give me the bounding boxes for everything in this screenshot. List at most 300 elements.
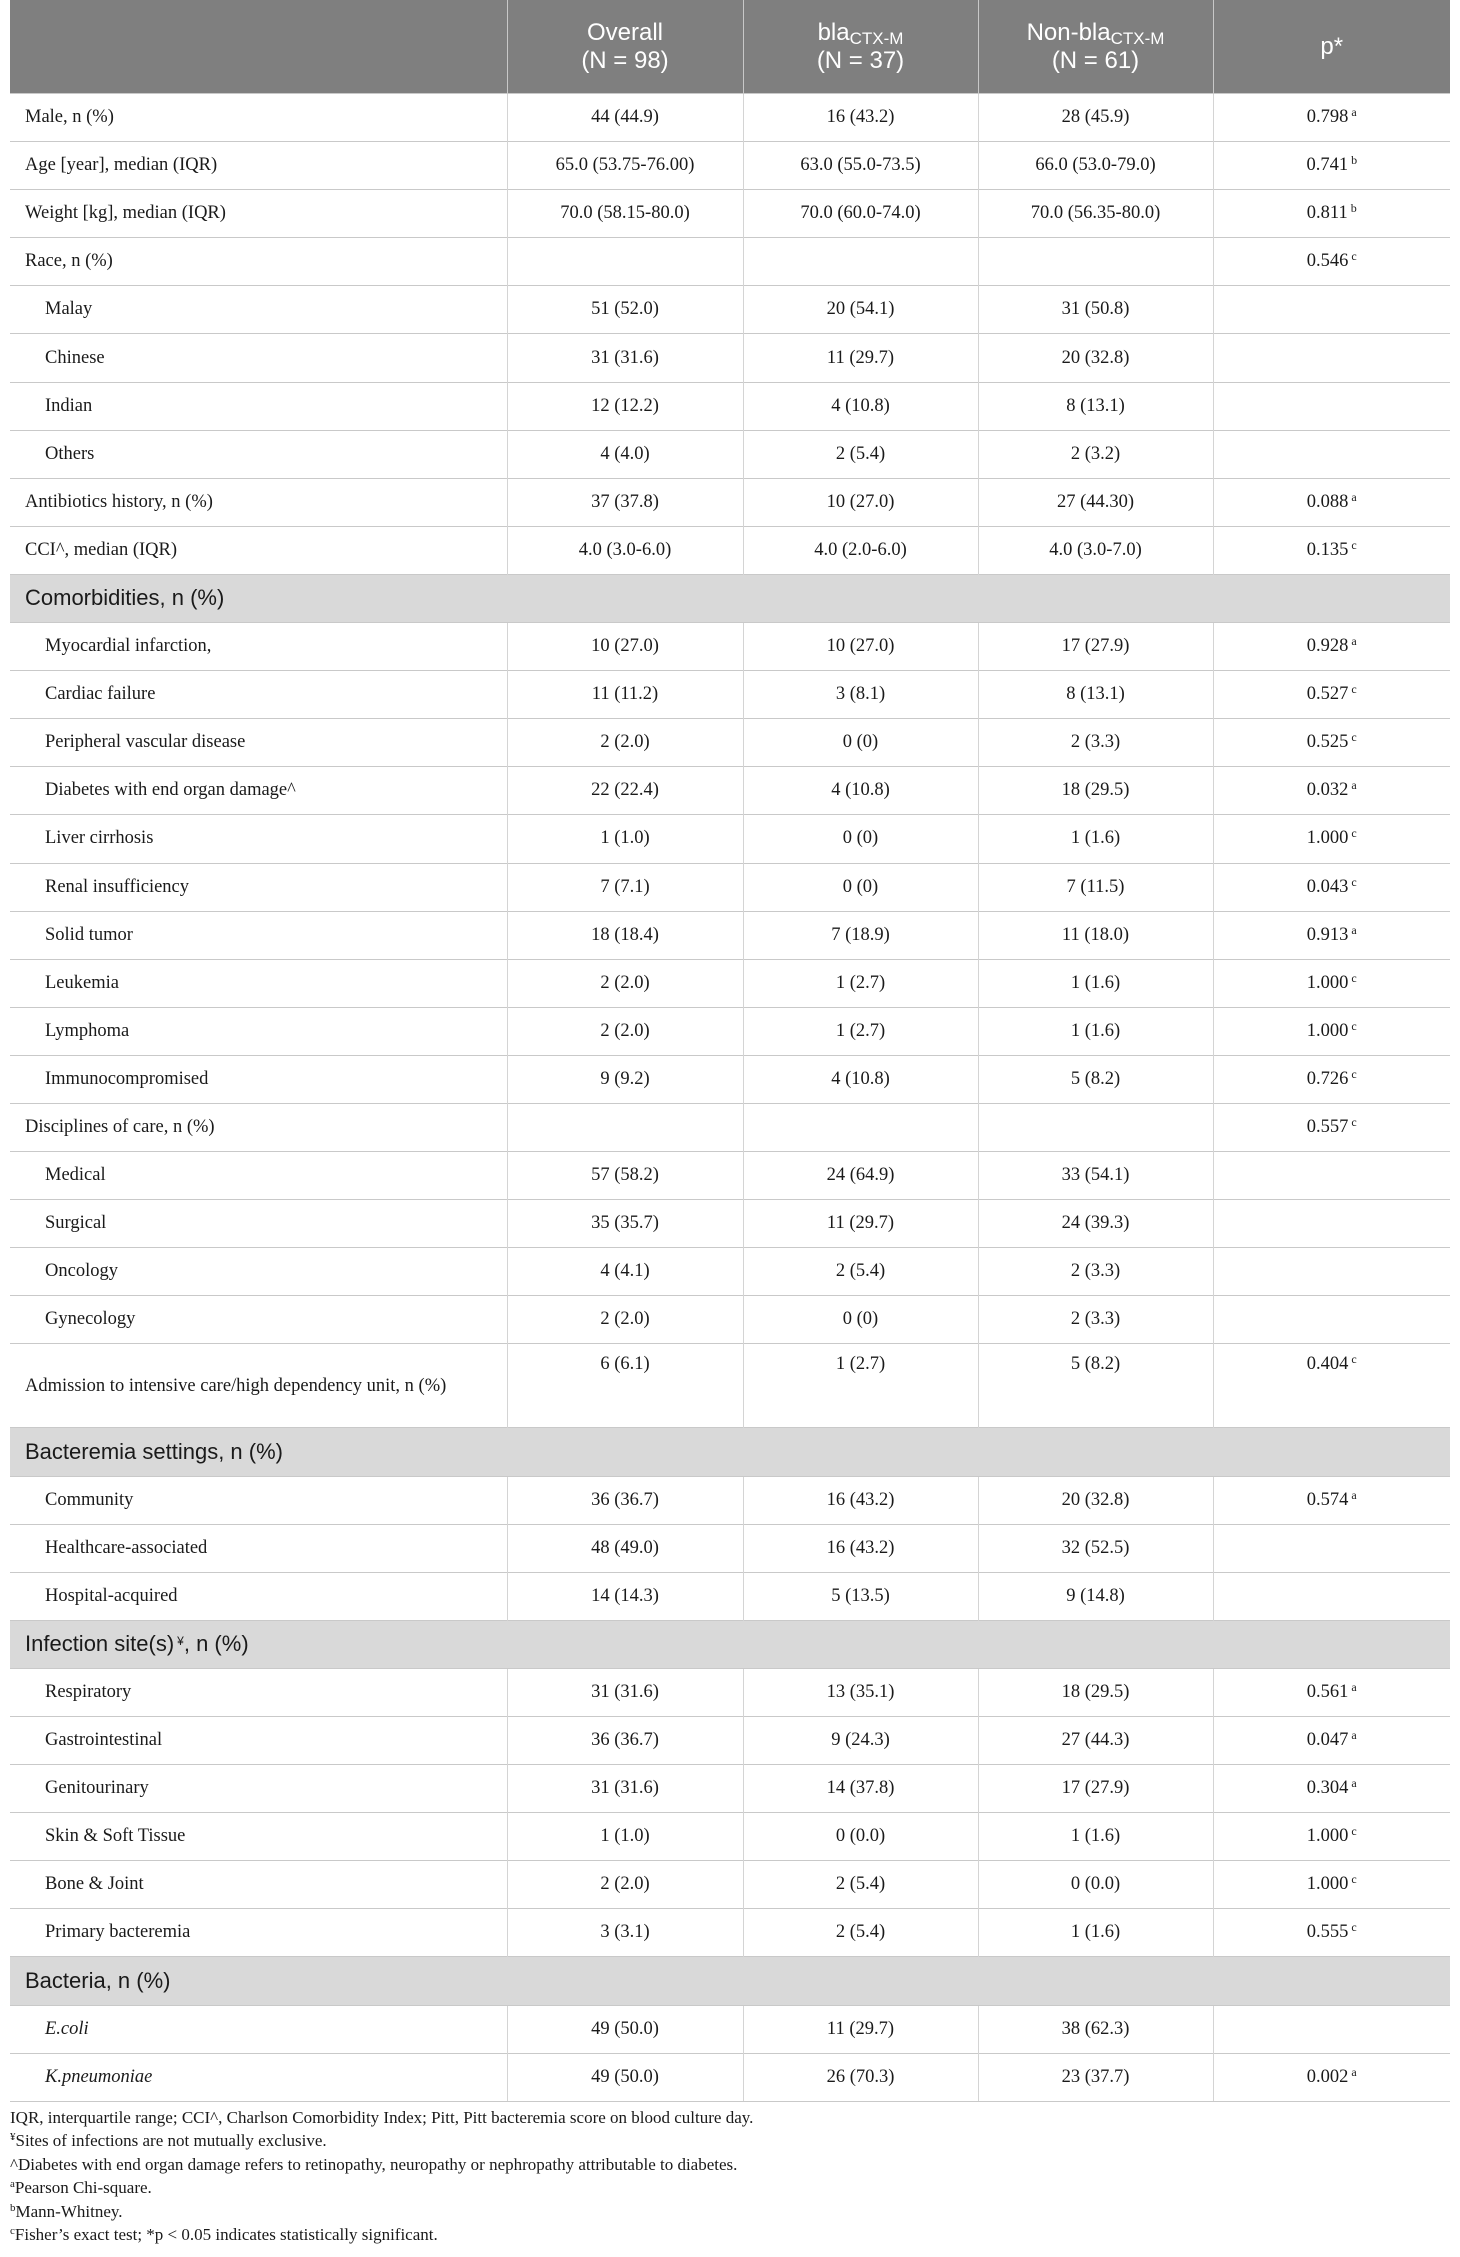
section-header-row: [10, 574, 1450, 622]
cell-p-value: [1213, 1524, 1450, 1572]
table-row: [10, 430, 1450, 478]
cell-bla: 9 (24.3): [743, 1717, 978, 1765]
row-label: Indian: [10, 382, 507, 430]
p-value-footnote-mark: a: [1351, 105, 1357, 120]
p-value-footnote-mark: c: [1351, 874, 1357, 889]
header-nonbla: [978, 0, 1213, 94]
row-label: Renal insufficiency: [10, 863, 507, 911]
p-value-text: 1.000: [1306, 828, 1349, 849]
cell-overall: 10 (27.0): [507, 623, 743, 671]
cell-nonbla: 18 (29.5): [978, 767, 1213, 815]
cell-p-value: [1213, 334, 1450, 382]
cell-p-value: [1213, 1813, 1450, 1861]
table-row: [10, 382, 1450, 430]
section-header-row: [10, 1428, 1450, 1476]
cell-overall: 44 (44.9): [507, 94, 743, 142]
cell-p-value: [1213, 1103, 1450, 1151]
table-row: [10, 526, 1450, 574]
footnote-text: Fisher’s exact test; *p < 0.05 indicates statistically significant.: [14, 2225, 438, 2245]
row-label: Malay: [10, 286, 507, 334]
p-value-text: 1.000: [1306, 1826, 1349, 1847]
row-label: Gynecology: [10, 1296, 507, 1344]
footnote-mark: a: [10, 2178, 15, 2191]
row-label: E.coli: [10, 2005, 507, 2053]
cell-p-value: [1213, 1572, 1450, 1620]
cell-overall: [507, 238, 743, 286]
table-row: [10, 190, 1450, 238]
cell-overall: 65.0 (53.75-76.00): [507, 142, 743, 190]
cell-bla: 4.0 (2.0-6.0): [743, 526, 978, 574]
cell-overall: 36 (36.7): [507, 1476, 743, 1524]
cell-bla: 24 (64.9): [743, 1152, 978, 1200]
row-label: K.pneumoniae: [10, 2053, 507, 2101]
cell-nonbla: 4.0 (3.0-7.0): [978, 526, 1213, 574]
table-row: [10, 1572, 1450, 1620]
header-nonbla-n: (N = 61): [1051, 46, 1140, 74]
row-label: Oncology: [10, 1248, 507, 1296]
cell-p-value: [1213, 719, 1450, 767]
row-label: Surgical: [10, 1200, 507, 1248]
header-bla-n: (N = 37): [816, 46, 905, 74]
cell-bla: 16 (43.2): [743, 94, 978, 142]
row-label: Cardiac failure: [10, 671, 507, 719]
cell-overall: 37 (37.8): [507, 478, 743, 526]
row-label: Genitourinary: [10, 1765, 507, 1813]
table-row: [10, 1007, 1450, 1055]
cell-overall: 4 (4.1): [507, 1248, 743, 1296]
row-label: Chinese: [10, 334, 507, 382]
header-bla-subscript: CTX-M: [849, 28, 904, 48]
p-value-footnote-mark: c: [1351, 1824, 1357, 1839]
footnote-line: [10, 2106, 1450, 2130]
p-value-text: 0.525: [1306, 732, 1349, 753]
p-value-text: 0.032: [1306, 780, 1349, 801]
header-nonbla-subscript: CTX-M: [1110, 28, 1165, 48]
row-label: Bone & Joint: [10, 1861, 507, 1909]
cell-overall: 31 (31.6): [507, 1668, 743, 1716]
row-label: Respiratory: [10, 1668, 507, 1716]
p-value-text: 0.557: [1306, 1117, 1349, 1138]
cell-overall: 12 (12.2): [507, 382, 743, 430]
document-page: [10, 0, 1450, 2247]
row-label: Diabetes with end organ damage^: [10, 767, 507, 815]
cell-p-value: [1213, 1668, 1450, 1716]
p-value-footnote-mark: a: [1351, 778, 1357, 793]
row-label: Weight [kg], median (IQR): [10, 190, 507, 238]
header-overall-label: Overall: [586, 18, 664, 46]
section-title-text: Bacteria, n (%): [25, 1968, 171, 1994]
p-value-footnote-mark: c: [1351, 1018, 1357, 1033]
cell-p-value: [1213, 863, 1450, 911]
p-value-footnote-mark: b: [1351, 153, 1358, 168]
p-value-text: 0.928: [1306, 636, 1349, 657]
cell-overall: 3 (3.1): [507, 1909, 743, 1957]
cell-nonbla: 2 (3.3): [978, 719, 1213, 767]
cell-overall: 31 (31.6): [507, 334, 743, 382]
p-value-footnote-mark: a: [1351, 922, 1357, 937]
section-title: [10, 1428, 1450, 1476]
cell-bla: 4 (10.8): [743, 382, 978, 430]
table-row: [10, 1524, 1450, 1572]
cell-bla: [743, 1103, 978, 1151]
cell-p-value: [1213, 238, 1450, 286]
footnote-text: Mann-Whitney.: [15, 2201, 123, 2221]
cell-nonbla: 1 (1.6): [978, 815, 1213, 863]
cell-overall: 7 (7.1): [507, 863, 743, 911]
cell-bla: 20 (54.1): [743, 286, 978, 334]
cell-nonbla: 0 (0.0): [978, 1861, 1213, 1909]
cell-bla: 14 (37.8): [743, 1765, 978, 1813]
cell-bla: 2 (5.4): [743, 1909, 978, 1957]
cell-p-value: [1213, 1200, 1450, 1248]
cell-overall: 36 (36.7): [507, 1717, 743, 1765]
row-label: Peripheral vascular disease: [10, 719, 507, 767]
cell-p-value: [1213, 190, 1450, 238]
table-footnotes: [10, 2106, 1450, 2247]
cell-nonbla: 70.0 (56.35-80.0): [978, 190, 1213, 238]
cell-bla: 16 (43.2): [743, 1476, 978, 1524]
row-label: Race, n (%): [10, 238, 507, 286]
footnote-line: [10, 2176, 1450, 2200]
p-value-footnote-mark: c: [1351, 1872, 1357, 1887]
cell-nonbla: 5 (8.2): [978, 1344, 1213, 1428]
cell-nonbla: 1 (1.6): [978, 1813, 1213, 1861]
row-label: Leukemia: [10, 959, 507, 1007]
p-value-footnote-mark: a: [1351, 1679, 1357, 1694]
footnote-text: IQR, interquartile range; CCI^, Charlson Comorbidity Index; Pitt, Pitt bacteremia score on blood culture day.: [10, 2107, 754, 2127]
table-row: [10, 2053, 1450, 2101]
cell-overall: 31 (31.6): [507, 1765, 743, 1813]
cell-p-value: [1213, 1344, 1450, 1428]
section-title: [10, 1620, 1450, 1668]
p-value-footnote-mark: c: [1351, 537, 1357, 552]
section-header-row: [10, 1620, 1450, 1668]
cell-overall: 2 (2.0): [507, 719, 743, 767]
cell-nonbla: 1 (1.6): [978, 1007, 1213, 1055]
header-nonbla-prefix: Non-bla: [1026, 18, 1111, 46]
cell-bla: 11 (29.7): [743, 2005, 978, 2053]
cell-nonbla: 9 (14.8): [978, 1572, 1213, 1620]
cell-nonbla: 27 (44.3): [978, 1717, 1213, 1765]
p-value-footnote-mark: a: [1351, 634, 1357, 649]
table-row: [10, 94, 1450, 142]
cell-overall: 49 (50.0): [507, 2053, 743, 2101]
row-label: Community: [10, 1476, 507, 1524]
cell-nonbla: 2 (3.3): [978, 1248, 1213, 1296]
cell-bla: 1 (2.7): [743, 1344, 978, 1428]
table-row: [10, 671, 1450, 719]
cell-p-value: [1213, 142, 1450, 190]
cell-nonbla: 1 (1.6): [978, 1909, 1213, 1957]
section-header-row: [10, 1957, 1450, 2005]
row-label: Myocardial infarction,: [10, 623, 507, 671]
cell-p-value: [1213, 1296, 1450, 1344]
p-value-footnote-mark: a: [1351, 489, 1357, 504]
row-label: Skin & Soft Tissue: [10, 1813, 507, 1861]
section-title-text: Comorbidities, n (%): [25, 585, 225, 611]
footnote-mark: b: [10, 2201, 16, 2214]
row-label: Age [year], median (IQR): [10, 142, 507, 190]
cell-bla: 4 (10.8): [743, 1055, 978, 1103]
table-row: [10, 767, 1450, 815]
cell-nonbla: [978, 238, 1213, 286]
section-title-suffix: , n (%): [183, 1631, 249, 1657]
cell-bla: 0 (0): [743, 863, 978, 911]
table-row: [10, 238, 1450, 286]
footnote-line: [10, 2200, 1450, 2224]
p-value-text: 0.546: [1306, 251, 1349, 272]
header-blank: [10, 0, 507, 94]
cell-overall: 2 (2.0): [507, 1296, 743, 1344]
row-label: Healthcare-associated: [10, 1524, 507, 1572]
cell-p-value: [1213, 430, 1450, 478]
cell-overall: 70.0 (58.15-80.0): [507, 190, 743, 238]
cell-p-value: [1213, 911, 1450, 959]
footnote-text: ^Diabetes with end organ damage refers to retinopathy, neuropathy or nephropathy attributable to diabetes.: [10, 2154, 738, 2174]
table-row: [10, 959, 1450, 1007]
p-value-footnote-mark: c: [1351, 249, 1357, 264]
section-title-footnote-mark: ¥: [177, 1634, 184, 1649]
cell-bla: 11 (29.7): [743, 1200, 978, 1248]
table-row: [10, 1200, 1450, 1248]
header-overall-n: (N = 98): [581, 46, 669, 74]
cell-nonbla: 18 (29.5): [978, 1668, 1213, 1716]
row-label: Medical: [10, 1152, 507, 1200]
cell-nonbla: 1 (1.6): [978, 959, 1213, 1007]
table-body: [10, 94, 1450, 2102]
cell-overall: 35 (35.7): [507, 1200, 743, 1248]
cell-bla: 3 (8.1): [743, 671, 978, 719]
cell-overall: 48 (49.0): [507, 1524, 743, 1572]
cell-overall: 1 (1.0): [507, 815, 743, 863]
row-label: Antibiotics history, n (%): [10, 478, 507, 526]
cell-overall: 51 (52.0): [507, 286, 743, 334]
footnote-mark: ¥: [10, 2131, 16, 2144]
cell-nonbla: 23 (37.7): [978, 2053, 1213, 2101]
p-value-footnote-mark: a: [1351, 1776, 1357, 1791]
cell-p-value: [1213, 1055, 1450, 1103]
p-value-footnote-mark: a: [1351, 2064, 1357, 2079]
cell-overall: 22 (22.4): [507, 767, 743, 815]
cell-nonbla: 7 (11.5): [978, 863, 1213, 911]
p-value-footnote-mark: c: [1351, 1352, 1357, 1367]
cell-bla: 4 (10.8): [743, 767, 978, 815]
header-bla-prefix: bla: [817, 18, 850, 46]
row-label: CCI^, median (IQR): [10, 526, 507, 574]
row-label: Immunocompromised: [10, 1055, 507, 1103]
p-value-text: 0.913: [1306, 924, 1349, 945]
cell-p-value: [1213, 2005, 1450, 2053]
cell-bla: 1 (2.7): [743, 959, 978, 1007]
cell-overall: 2 (2.0): [507, 959, 743, 1007]
cell-overall: 1 (1.0): [507, 1813, 743, 1861]
header-p-value: p*: [1213, 0, 1450, 94]
cell-p-value: [1213, 671, 1450, 719]
cell-bla: 70.0 (60.0-74.0): [743, 190, 978, 238]
cell-p-value: [1213, 94, 1450, 142]
p-value-text: 0.527: [1306, 684, 1349, 705]
row-label: Male, n (%): [10, 94, 507, 142]
table-row: [10, 815, 1450, 863]
cell-p-value: [1213, 526, 1450, 574]
table-row: [10, 1152, 1450, 1200]
cell-bla: 0 (0): [743, 815, 978, 863]
p-value-footnote-mark: c: [1351, 826, 1357, 841]
cell-p-value: [1213, 286, 1450, 334]
cell-overall: 11 (11.2): [507, 671, 743, 719]
cell-p-value: [1213, 1152, 1450, 1200]
p-value-footnote-mark: c: [1351, 730, 1357, 745]
cell-bla: 2 (5.4): [743, 1248, 978, 1296]
cell-bla: [743, 238, 978, 286]
p-value-footnote-mark: a: [1351, 1728, 1357, 1743]
table-row: [10, 1813, 1450, 1861]
cell-p-value: [1213, 1476, 1450, 1524]
cell-nonbla: 11 (18.0): [978, 911, 1213, 959]
cell-bla: 7 (18.9): [743, 911, 978, 959]
cell-overall: 57 (58.2): [507, 1152, 743, 1200]
cell-overall: 49 (50.0): [507, 2005, 743, 2053]
table-row: [10, 911, 1450, 959]
table-header: [10, 0, 1450, 94]
table-row: [10, 1055, 1450, 1103]
cell-overall: 4.0 (3.0-6.0): [507, 526, 743, 574]
cell-bla: 11 (29.7): [743, 334, 978, 382]
cell-nonbla: 33 (54.1): [978, 1152, 1213, 1200]
table-row: [10, 478, 1450, 526]
cell-nonbla: 32 (52.5): [978, 1524, 1213, 1572]
cell-nonbla: 24 (39.3): [978, 1200, 1213, 1248]
section-title: [10, 1957, 1450, 2005]
cell-bla: 0 (0): [743, 1296, 978, 1344]
cell-overall: 2 (2.0): [507, 1861, 743, 1909]
table-row: [10, 1248, 1450, 1296]
cell-overall: 4 (4.0): [507, 430, 743, 478]
row-label: Liver cirrhosis: [10, 815, 507, 863]
cell-p-value: [1213, 1717, 1450, 1765]
footnote-mark: c: [10, 2225, 15, 2238]
cell-p-value: [1213, 767, 1450, 815]
table-row: [10, 719, 1450, 767]
p-value-text: 0.574: [1306, 1489, 1349, 1510]
cell-bla: 0 (0): [743, 719, 978, 767]
cell-p-value: [1213, 478, 1450, 526]
p-value-text: 0.043: [1306, 876, 1349, 897]
cell-nonbla: [978, 1103, 1213, 1151]
cell-overall: 18 (18.4): [507, 911, 743, 959]
p-value-footnote-mark: b: [1350, 201, 1357, 216]
cell-p-value: [1213, 623, 1450, 671]
cell-nonbla: 27 (44.30): [978, 478, 1213, 526]
footnote-text: Pearson Chi-square.: [14, 2178, 152, 2198]
cell-bla: 1 (2.7): [743, 1007, 978, 1055]
table-row: [10, 1909, 1450, 1957]
table-row: [10, 1717, 1450, 1765]
p-value-footnote-mark: c: [1351, 970, 1357, 985]
p-value-text: 0.047: [1306, 1730, 1349, 1751]
row-label: Lymphoma: [10, 1007, 507, 1055]
p-value-footnote-mark: c: [1351, 682, 1357, 697]
cell-bla: 10 (27.0): [743, 478, 978, 526]
table-row: [10, 286, 1450, 334]
p-value-text: 0.002: [1306, 2066, 1349, 2087]
cell-overall: 6 (6.1): [507, 1344, 743, 1428]
table-row: [10, 142, 1450, 190]
p-value-text: 0.726: [1306, 1068, 1349, 1089]
cell-nonbla: 17 (27.9): [978, 1765, 1213, 1813]
cell-nonbla: 66.0 (53.0-79.0): [978, 142, 1213, 190]
cell-nonbla: 2 (3.3): [978, 1296, 1213, 1344]
cell-nonbla: 8 (13.1): [978, 382, 1213, 430]
cell-nonbla: 20 (32.8): [978, 334, 1213, 382]
cell-nonbla: 2 (3.2): [978, 430, 1213, 478]
row-label: Gastrointestinal: [10, 1717, 507, 1765]
cell-nonbla: 31 (50.8): [978, 286, 1213, 334]
cell-bla: 2 (5.4): [743, 1861, 978, 1909]
p-value-footnote-mark: a: [1351, 1487, 1357, 1502]
cell-p-value: [1213, 959, 1450, 1007]
p-value-text: 0.811: [1306, 203, 1348, 224]
row-label: Disciplines of care, n (%): [10, 1103, 507, 1151]
row-label: Hospital-acquired: [10, 1572, 507, 1620]
section-title-text: Infection site(s): [25, 1631, 175, 1657]
p-value-footnote-mark: c: [1351, 1920, 1357, 1935]
row-label: Solid tumor: [10, 911, 507, 959]
table-row: [10, 1103, 1450, 1151]
p-value-text: 0.798: [1306, 107, 1349, 128]
cell-p-value: [1213, 1248, 1450, 1296]
table-row: [10, 863, 1450, 911]
cell-nonbla: 17 (27.9): [978, 623, 1213, 671]
row-label: Admission to intensive care/high dependency unit, n (%): [10, 1344, 507, 1428]
cell-bla: 10 (27.0): [743, 623, 978, 671]
row-label: Primary bacteremia: [10, 1909, 507, 1957]
p-value-text: 0.088: [1306, 491, 1349, 512]
p-value-text: 1.000: [1306, 972, 1349, 993]
cell-bla: 13 (35.1): [743, 1668, 978, 1716]
p-value-footnote-mark: c: [1351, 1115, 1357, 1130]
section-title: [10, 574, 1450, 622]
cell-p-value: [1213, 1007, 1450, 1055]
table-row: [10, 1861, 1450, 1909]
section-title-text: Bacteremia settings, n (%): [25, 1438, 283, 1464]
p-value-text: 0.304: [1306, 1778, 1349, 1799]
row-label: Others: [10, 430, 507, 478]
p-value-text: 0.404: [1306, 1354, 1349, 1375]
header-bla: [743, 0, 978, 94]
table-row: [10, 1344, 1450, 1428]
cell-nonbla: 5 (8.2): [978, 1055, 1213, 1103]
cell-overall: 2 (2.0): [507, 1007, 743, 1055]
cell-nonbla: 8 (13.1): [978, 671, 1213, 719]
cell-overall: [507, 1103, 743, 1151]
table-row: [10, 623, 1450, 671]
p-value-footnote-mark: c: [1351, 1066, 1357, 1081]
cell-bla: 26 (70.3): [743, 2053, 978, 2101]
cell-nonbla: 38 (62.3): [978, 2005, 1213, 2053]
cell-p-value: [1213, 2053, 1450, 2101]
footnote-line: [10, 2129, 1450, 2153]
p-value-text: 1.000: [1306, 1020, 1349, 1041]
cell-p-value: [1213, 1765, 1450, 1813]
cell-p-value: [1213, 1861, 1450, 1909]
cell-bla: 2 (5.4): [743, 430, 978, 478]
p-value-text: 1.000: [1306, 1874, 1349, 1895]
cell-nonbla: 28 (45.9): [978, 94, 1213, 142]
footnote-text: Sites of infections are not mutually exclusive.: [15, 2131, 327, 2151]
p-value-text: 0.135: [1306, 539, 1349, 560]
table-row: [10, 1476, 1450, 1524]
